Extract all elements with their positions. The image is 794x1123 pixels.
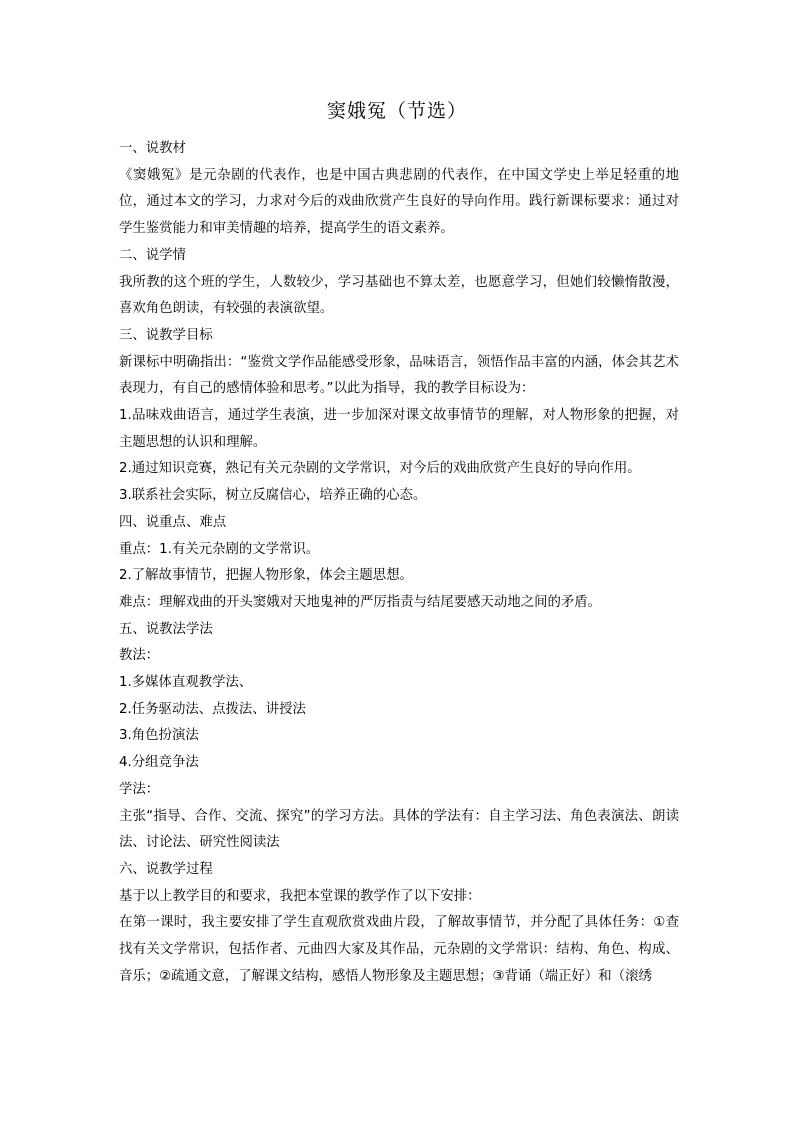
- paragraph: 在第一课时，我主要安排了学生直观欣赏戏曲片段，了解故事情节，并分配了具体任务：①查找有关文学常识，包括作者、元曲四大家及其作品，元杂剧的文学常识：结构、角色、构成、音乐；②疏通文意，了解课文结构，感悟人物形象及主题思想；③背诵（端正好）和（滚绣: [119, 915, 679, 984]
- heading-teaching-goals: 三、说教学目标: [119, 327, 213, 343]
- list-item: 1.品味戏曲语言，通过学生表演，进一步加深对课文故事情节的理解，对人物形象的把握，对主题思想的认识和理解。: [119, 408, 679, 450]
- list-item: 1.多媒体直观教学法、: [119, 675, 253, 691]
- document-title: 窦娥冤（节选）: [326, 100, 467, 122]
- list-item: 3.联系社会实际，树立反腐信心，培养正确的心态。: [119, 488, 427, 504]
- heading-key-points: 四、说重点、难点: [119, 514, 227, 530]
- paragraph: 基于以上教学目的和要求，我把本堂课的教学作了以下安排：: [119, 888, 481, 904]
- list-item: 4.分组竞争法: [119, 755, 199, 771]
- paragraph: 重点：1.有关元杂剧的文学常识。: [119, 541, 320, 557]
- list-item: 2.通过知识竞赛，熟记有关元杂剧的文学常识，对今后的戏曲欣赏产生良好的导向作用。: [119, 461, 641, 477]
- heading-teaching-methods: 五、说教法学法: [119, 621, 213, 637]
- list-item: 3.角色扮演法: [119, 728, 199, 744]
- paragraph: 新课标中明确指出：“鉴赏文学作品能感受形象，品味语言，领悟作品丰富的内涵，体会其艺术表现力，有自己的感情体验和思考。”以此为指导，我的教学目标设为：: [119, 354, 679, 397]
- paragraph: 主张“指导、合作、交流、探究”的学习方法。具体的学法有：自主学习法、角色表演法、朗读法、讨论法、研究性阅读法: [119, 808, 679, 851]
- list-item: 2.了解故事情节，把握人物形象，体会主题思想。: [119, 568, 413, 584]
- document-body: [119, 136, 679, 991]
- subheading: 学法：: [119, 781, 160, 797]
- paragraph: 我所教的这个班的学生，人数较少，学习基础也不算太差，也愿意学习，但她们较懒惰散漫，喜欢角色朗读，有较强的表演欲望。: [119, 274, 679, 317]
- heading-teaching-material: 一、说教材: [119, 141, 186, 156]
- heading-teaching-process: 六、说教学过程: [119, 861, 213, 877]
- list-item: 2.任务驱动法、点拨法、讲授法: [119, 701, 306, 717]
- paragraph: 《窦娥冤》是元杂剧的代表作，也是中国古典悲剧的代表作，在中国文学史上举足轻重的地位，通过本文的学习，力求对今后的戏曲欣赏产生良好的导向作用。践行新课标要求：通过对学生鉴赏能力和审美情趣的培养，提高学生的语文素养。: [119, 167, 679, 237]
- heading-student-situation: 二、说学情: [119, 247, 186, 263]
- paragraph: 难点：理解戏曲的开头窦娥对天地鬼神的严厉指责与结尾要感天动地之间的矛盾。: [119, 594, 602, 610]
- subheading: 教法：: [119, 648, 160, 664]
